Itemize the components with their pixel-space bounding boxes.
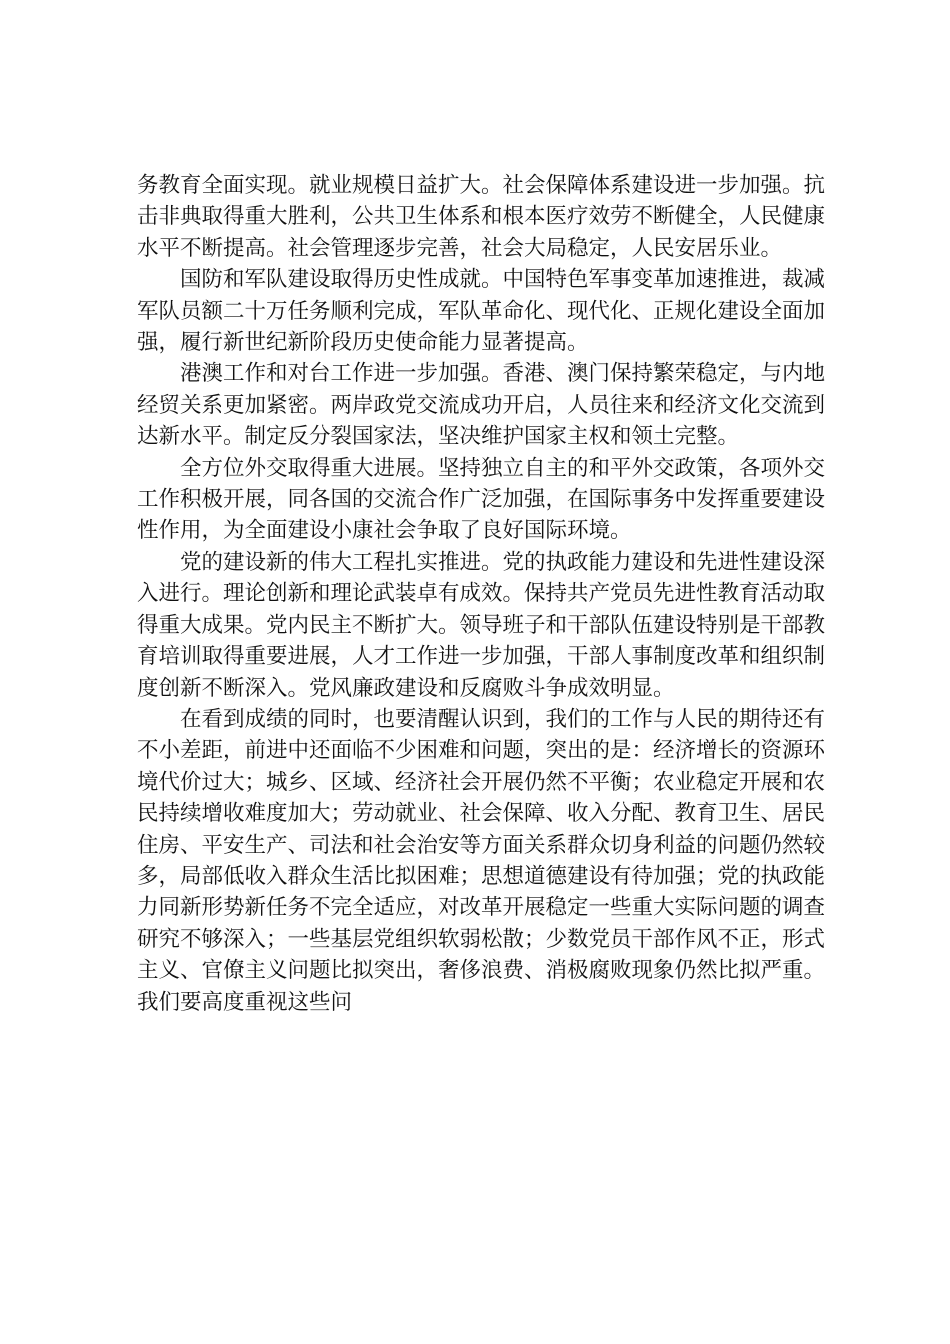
paragraph-1: 务教育全面实现。就业规模日益扩大。社会保障体系建设进一步加强。抗击非典取得重大胜利，公共卫生体系和根本医疗效劳不断健全，人民健康水平不断提高。社会管理逐步完善，社会大局稳定，人民安居乐业。 [137,173,826,261]
paragraph-2: 国防和军队建设取得历史性成就。中国特色军事变革加速推进，裁减军队员额二十万任务顺利完成，军队革命化、现代化、正规化建设全面加强，履行新世纪新阶段历史使命能力显著提高。 [137,267,826,356]
paragraph-4: 全方位外交取得重大进展。坚持独立自主的和平外交政策，各项外交工作积极开展，同各国的交流合作广泛加强，在国际事务中发挥重要建设性作用，为全面建设小康社会争取了良好国际环境。 [137,455,826,544]
document-body [137,170,825,1018]
paragraph-3: 港澳工作和对台工作进一步加强。香港、澳门保持繁荣稳定，与内地经贸关系更加紧密。两岸政党交流成功开启，人员往来和经济文化交流到达新水平。制定反分裂国家法，坚决维护国家主权和领土完整。 [137,361,826,450]
paragraph-5: 党的建设新的伟大工程扎实推进。党的执政能力建设和先进性建设深入进行。理论创新和理论武装卓有成效。保持共产党员先进性教育活动取得重大成果。党内民主不断扩大。领导班子和干部队伍建设特别是干部教育培训取得重要进展，人才工作进一步加强，干部人事制度改革和组织制度创新不断深入。党风廉政建设和反腐败斗争成效明显。 [137,549,826,701]
paragraph-6: 在看到成绩的同时，也要清醒认识到，我们的工作与人民的期待还有不小差距，前进中还面临不少困难和问题，突出的是：经济增长的资源环境代价过大；城乡、区域、经济社会开展仍然不平衡；农业稳定开展和农民持续增收难度加大；劳动就业、社会保障、收入分配、教育卫生、居民住房、平安生产、司法和社会治安等方面关系群众切身利益的问题仍然较多，局部低收入群众生活比拟困难；思想道德建设有待加强；党的执政能力同新形势新任务不完全适应，对改革开展稳定一些重大实际问题的调查研究不够深入；一些基层党组织软弱松散；少数党员干部作风不正，形式主义、官僚主义问题比拟突出，奢侈浪费、消极腐败现象仍然比拟严重。我们要高度重视这些问 [137,706,826,1015]
